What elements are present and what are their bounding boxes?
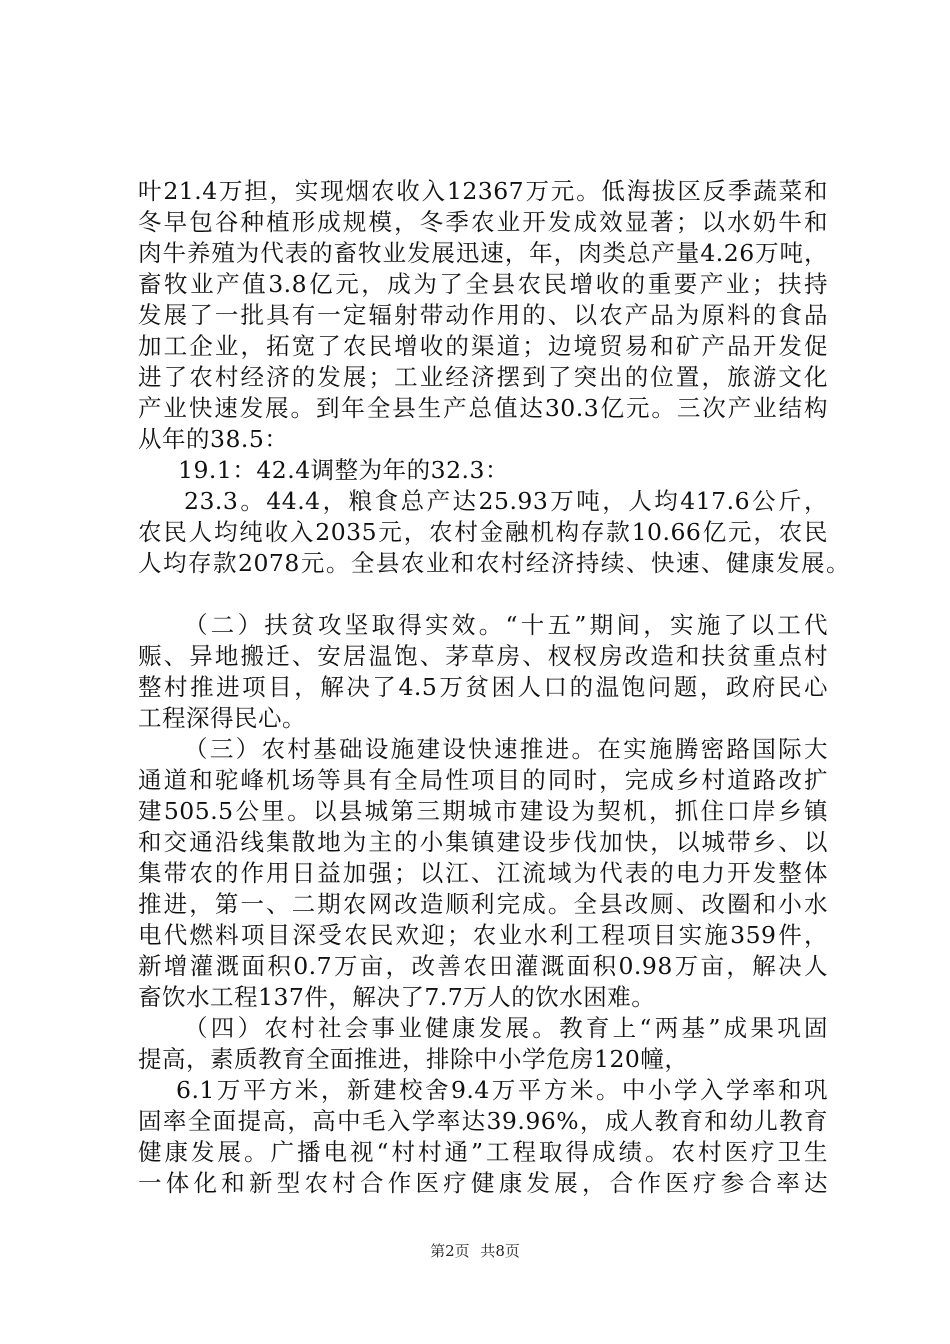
text-line: （三）农村基础设施建设快速推进。在实施腾密路国际大	[184, 735, 828, 763]
text-line: 工程深得民心。	[138, 704, 306, 732]
text-line: 提高，素质教育全面推进，排除中小学危房120幢，	[138, 1045, 689, 1073]
text-line: 冬早包谷种植形成规模，冬季农业开发成效显著；以水奶牛和	[138, 208, 828, 236]
text-line: 畜牧业产值3.8亿元，成为了全县农民增收的重要产业；扶持	[138, 270, 828, 298]
text-line: 推进，第一、二期农网改造顺利完成。全县改厕、改圈和小水	[138, 890, 828, 918]
text-line: 新增灌溉面积0.7万亩，改善农田灌溉面积0.98万亩，解决人	[138, 952, 828, 980]
page-footer	[0, 1240, 950, 1261]
text-line: 建505.5公里。以县城第三期城市建设为契机，抓住口岸乡镇	[138, 797, 828, 825]
text-line: 集带农的作用日益加强；以江、江流域为代表的电力开发整体	[138, 859, 828, 887]
text-line: 整村推进项目，解决了4.5万贫困人口的温饱问题，政府民心	[138, 673, 828, 701]
page-total: 共8页	[480, 1242, 520, 1260]
text-line: （四）农村社会事业健康发展。教育上“两基”成果巩固	[184, 1014, 828, 1042]
text-line: 产业快速发展。到年全县生产总值达30.3亿元。三次产业结构	[138, 394, 828, 422]
text-line: 和交通沿线集散地为主的小集镇建设步伐加快，以城带乡、以	[138, 828, 828, 856]
text-line: 发展了一批具有一定辐射带动作用的、以农产品为原料的食品	[138, 301, 828, 329]
text-line: 电代燃料项目深受农民欢迎；农业水利工程项目实施359件，	[138, 921, 828, 949]
text-line: 通道和驼峰机场等具有全局性项目的同时，完成乡村道路改扩	[138, 766, 828, 794]
text-line: 加工企业，拓宽了农民增收的渠道；边境贸易和矿产品开发促	[138, 332, 828, 360]
text-line: 从年的38.5：	[138, 425, 289, 453]
text-line: 人均存款2078元。全县农业和农村经济持续、快速、健康发展。	[138, 549, 850, 577]
text-line: 畜饮水工程137件，解决了7.7万人的饮水困难。	[138, 983, 656, 1011]
text-line: 健康发展。广播电视“村村通”工程取得成绩。农村医疗卫生	[138, 1138, 828, 1166]
text-line: 固率全面提高，高中毛入学率达39.96%，成人教育和幼儿教育	[138, 1107, 828, 1135]
text-line: 6.1万平方米，新建校舍9.4万平方米。中小学入学率和巩	[176, 1076, 828, 1104]
text-line: 进了农村经济的发展；工业经济摆到了突出的位置，旅游文化	[138, 363, 828, 391]
text-line: 赈、异地搬迁、安居温饱、茅草房、杈杈房改造和扶贫重点村	[138, 642, 828, 670]
page-number: 第2页	[430, 1242, 470, 1260]
text-line: （二）扶贫攻坚取得实效。“十五”期间，实施了以工代	[184, 611, 828, 639]
text-line: 一体化和新型农村合作医疗健康发展，合作医疗参合率达	[138, 1169, 828, 1197]
text-line: 23.3。44.4，粮食总产达25.93万吨，人均417.6公斤，	[184, 487, 828, 515]
text-line: 农民人均纯收入2035元，农村金融机构存款10.66亿元，农民	[138, 518, 828, 546]
text-line: 叶21.4万担，实现烟农收入12367万元。低海拔区反季蔬菜和	[138, 177, 828, 205]
text-line: 肉牛养殖为代表的畜牧业发展迅速，年，肉类总产量4.26万吨，	[138, 239, 828, 267]
text-line: 19.1：42.4调整为年的32.3：	[178, 456, 509, 484]
